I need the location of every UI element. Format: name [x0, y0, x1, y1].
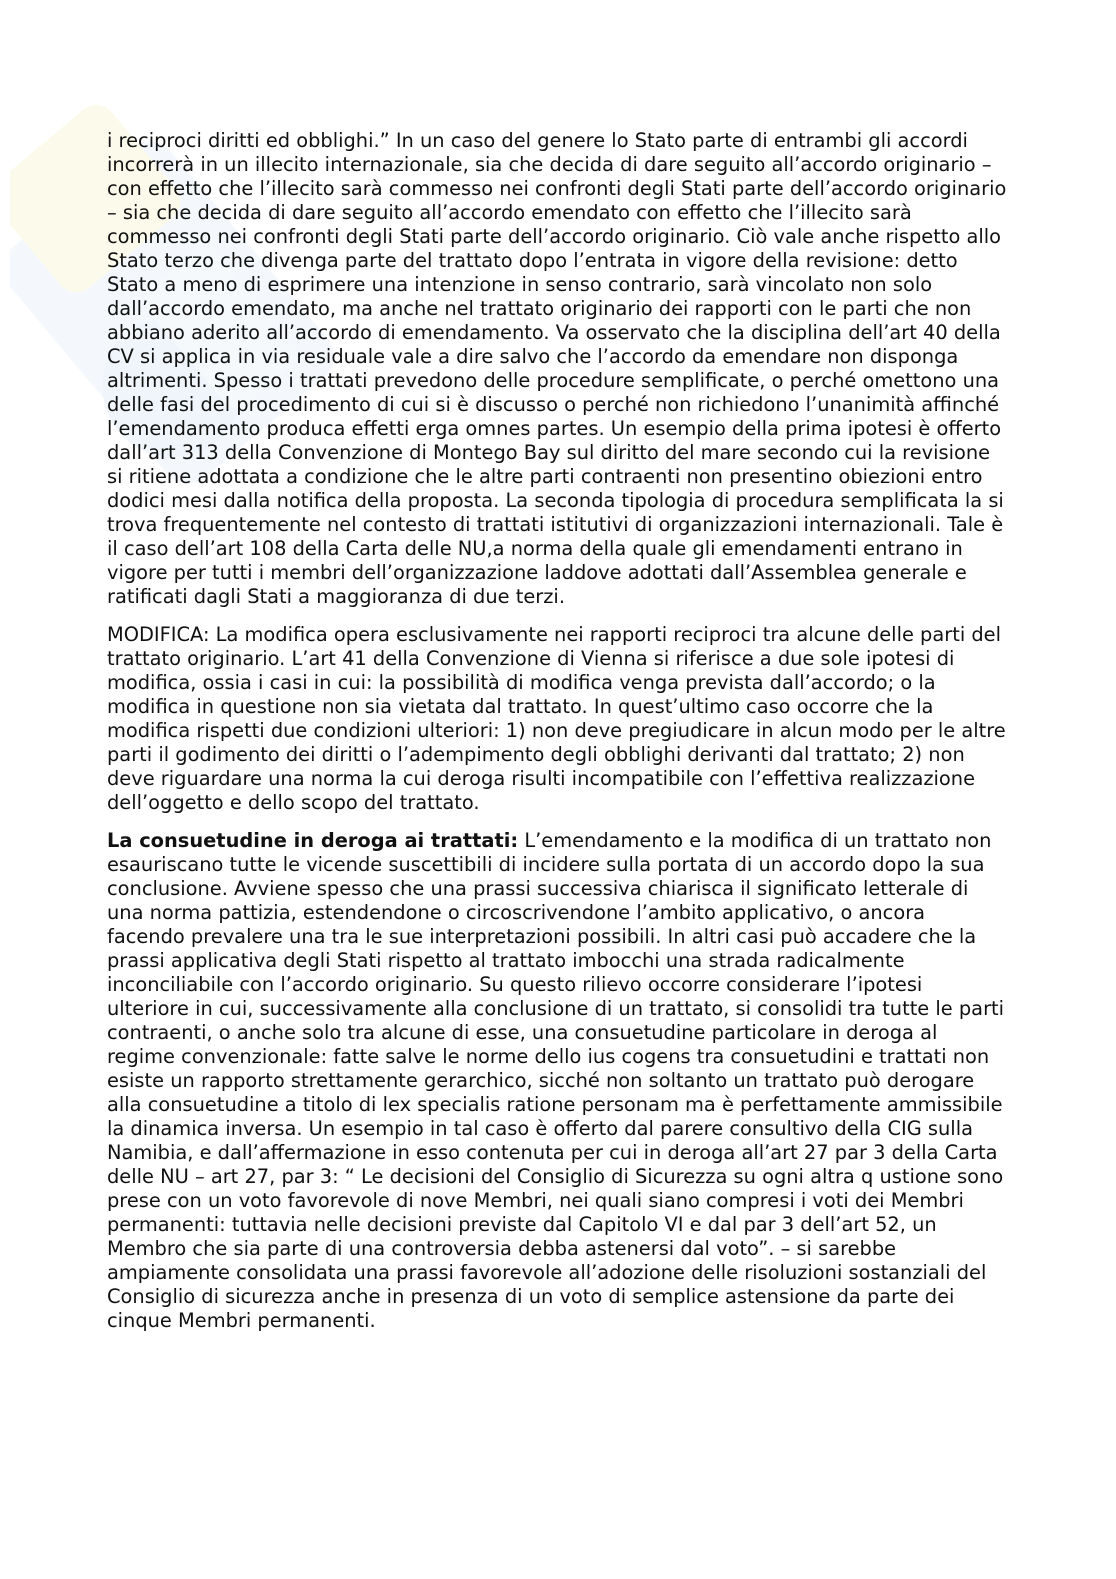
section-heading: La consuetudine in deroga ai trattati: — [107, 829, 519, 852]
paragraph-consuetudine — [107, 829, 1007, 1333]
document-body — [107, 129, 1007, 1347]
paragraph-text: L’emendamento e la modifica di un trattato non esauriscano tutte le vicende suscettibili di incidere sulla portata di un accordo dopo la sua conclusione. Avviene spesso che una prassi successiva chiarisca il significato letterale di una norma pattizia, estendendone o circoscrivendone l’ambito applicativo, o ancora facendo prevalere una tra le sue interpretazioni possibili. In altri casi può accadere che la prassi applicativa degli Stati rispetto al trattato imbocchi una strada radicalmente inconciliabile con l’accordo originario. Su questo rilievo occorre considerare l’ipotesi ulteriore in cui, successivamente alla conclusione di un trattato, si consolidi tra tutte le parti contraenti, o anche solo tra alcune di esse, una consuetudine particolare in deroga al regime convenzionale: fatte salve le norme dello ius cogens tra consuetudini e trattati non esiste un rapporto strettamente gerarchico, sicché non soltanto un trattato può derogare alla consuetudine a titolo di lex specialis ratione personam ma è perfettamente ammissibile la dinamica inversa. Un esempio in tal caso è offerto dal parere consultivo della CIG sulla Namibia, e dall’affermazione in esso contenuta per cui in deroga all’art 27 par 3 della Carta delle NU – art 27, par 3: “ Le decisioni del Consiglio di Sicurezza su ogni altra q ustione sono prese con un voto favorevole di nove Membri, nei quali siano compresi i voti dei Membri permanenti: tuttavia nelle decisioni previste dal Capitolo VI e dal par 3 dell’art 52, un Membro che sia parte di una controversia debba astenersi dal voto”. – si sarebbe ampiamente consolidata una prassi favorevole all’adozione delle risoluzioni sostanziali del Consiglio di sicurezza anche in presenza di un voto di semplice astensione da parte dei cinque Membri permanenti. — [107, 829, 1005, 1332]
paragraph-text: i reciproci diritti ed obblighi.” In un caso del genere lo Stato parte di entrambi gli accordi incorrerà in un illecito internazionale, sia che decida di dare seguito all’accordo originario – con effetto che l’illecito sarà commesso nei confronti degli Stati parte dell’accordo originario – sia che decida di dare seguito all’accordo emendato con effetto che l’illecito sarà commesso nei confronti degli Stati parte dell’accordo originario. Ciò vale anche rispetto allo Stato terzo che divenga parte del trattato dopo l’entrata in vigore della revisione: detto Stato a meno di esprimere una intenzione in senso contrario, sarà vincolato non solo dall’accordo emendato, ma anche nel trattato originario dei rapporti con le parti che non abbiano aderito all’accordo di emendamento. Va osservato che la disciplina dell’art 40 della CV si applica in via residuale vale a dire salvo che l’accordo da emendare non disponga altrimenti. Spesso i trattati prevedono delle procedure semplificate, o perché omettono una delle fasi del procedimento di cui si è discusso o perché non richiedono l’unanimità affinché l’emendamento produca effetti erga omnes partes. Un esempio della prima ipotesi è offerto dall’art 313 della Convenzione di Montego Bay sul diritto del mare secondo cui la revisione si ritiene adottata a condizione che le altre parti contraenti non presentino obiezioni entro dodici mesi dalla notifica della proposta. La seconda tipologia di procedura semplificata la si trova frequentemente nel contesto di trattati istitutivi di organizzazioni internazionali. Tale è il caso dell’art 108 della Carta delle NU,a norma della quale gli emendamenti entrano in vigore per tutti i membri dell’organizzazione laddove adottati dall’Assemblea generale e ratificati dagli Stati a maggioranza di due terzi. — [107, 129, 1007, 608]
paragraph-modifica — [107, 623, 1007, 815]
paragraph-emendamento — [107, 129, 1007, 609]
paragraph-text: MODIFICA: La modifica opera esclusivamente nei rapporti reciproci tra alcune delle parti del trattato originario. L’art 41 della Convenzione di Vienna si riferisce a due sole ipotesi di modifica, ossia i casi in cui: la possibilità di modifica venga prevista dall’accordo; o la modifica in questione non sia vietata dal trattato. In quest’ultimo caso occorre che la modifica rispetti due condizioni ulteriori: 1) non deve pregiudicare in alcun modo per le altre parti il godimento dei diritti o l’adempimento degli obblighi derivanti dal trattato; 2) non deve riguardare una norma la cui deroga risulti incompatibile con l’effettiva realizzazione dell’oggetto e dello scopo del trattato. — [107, 623, 1006, 814]
